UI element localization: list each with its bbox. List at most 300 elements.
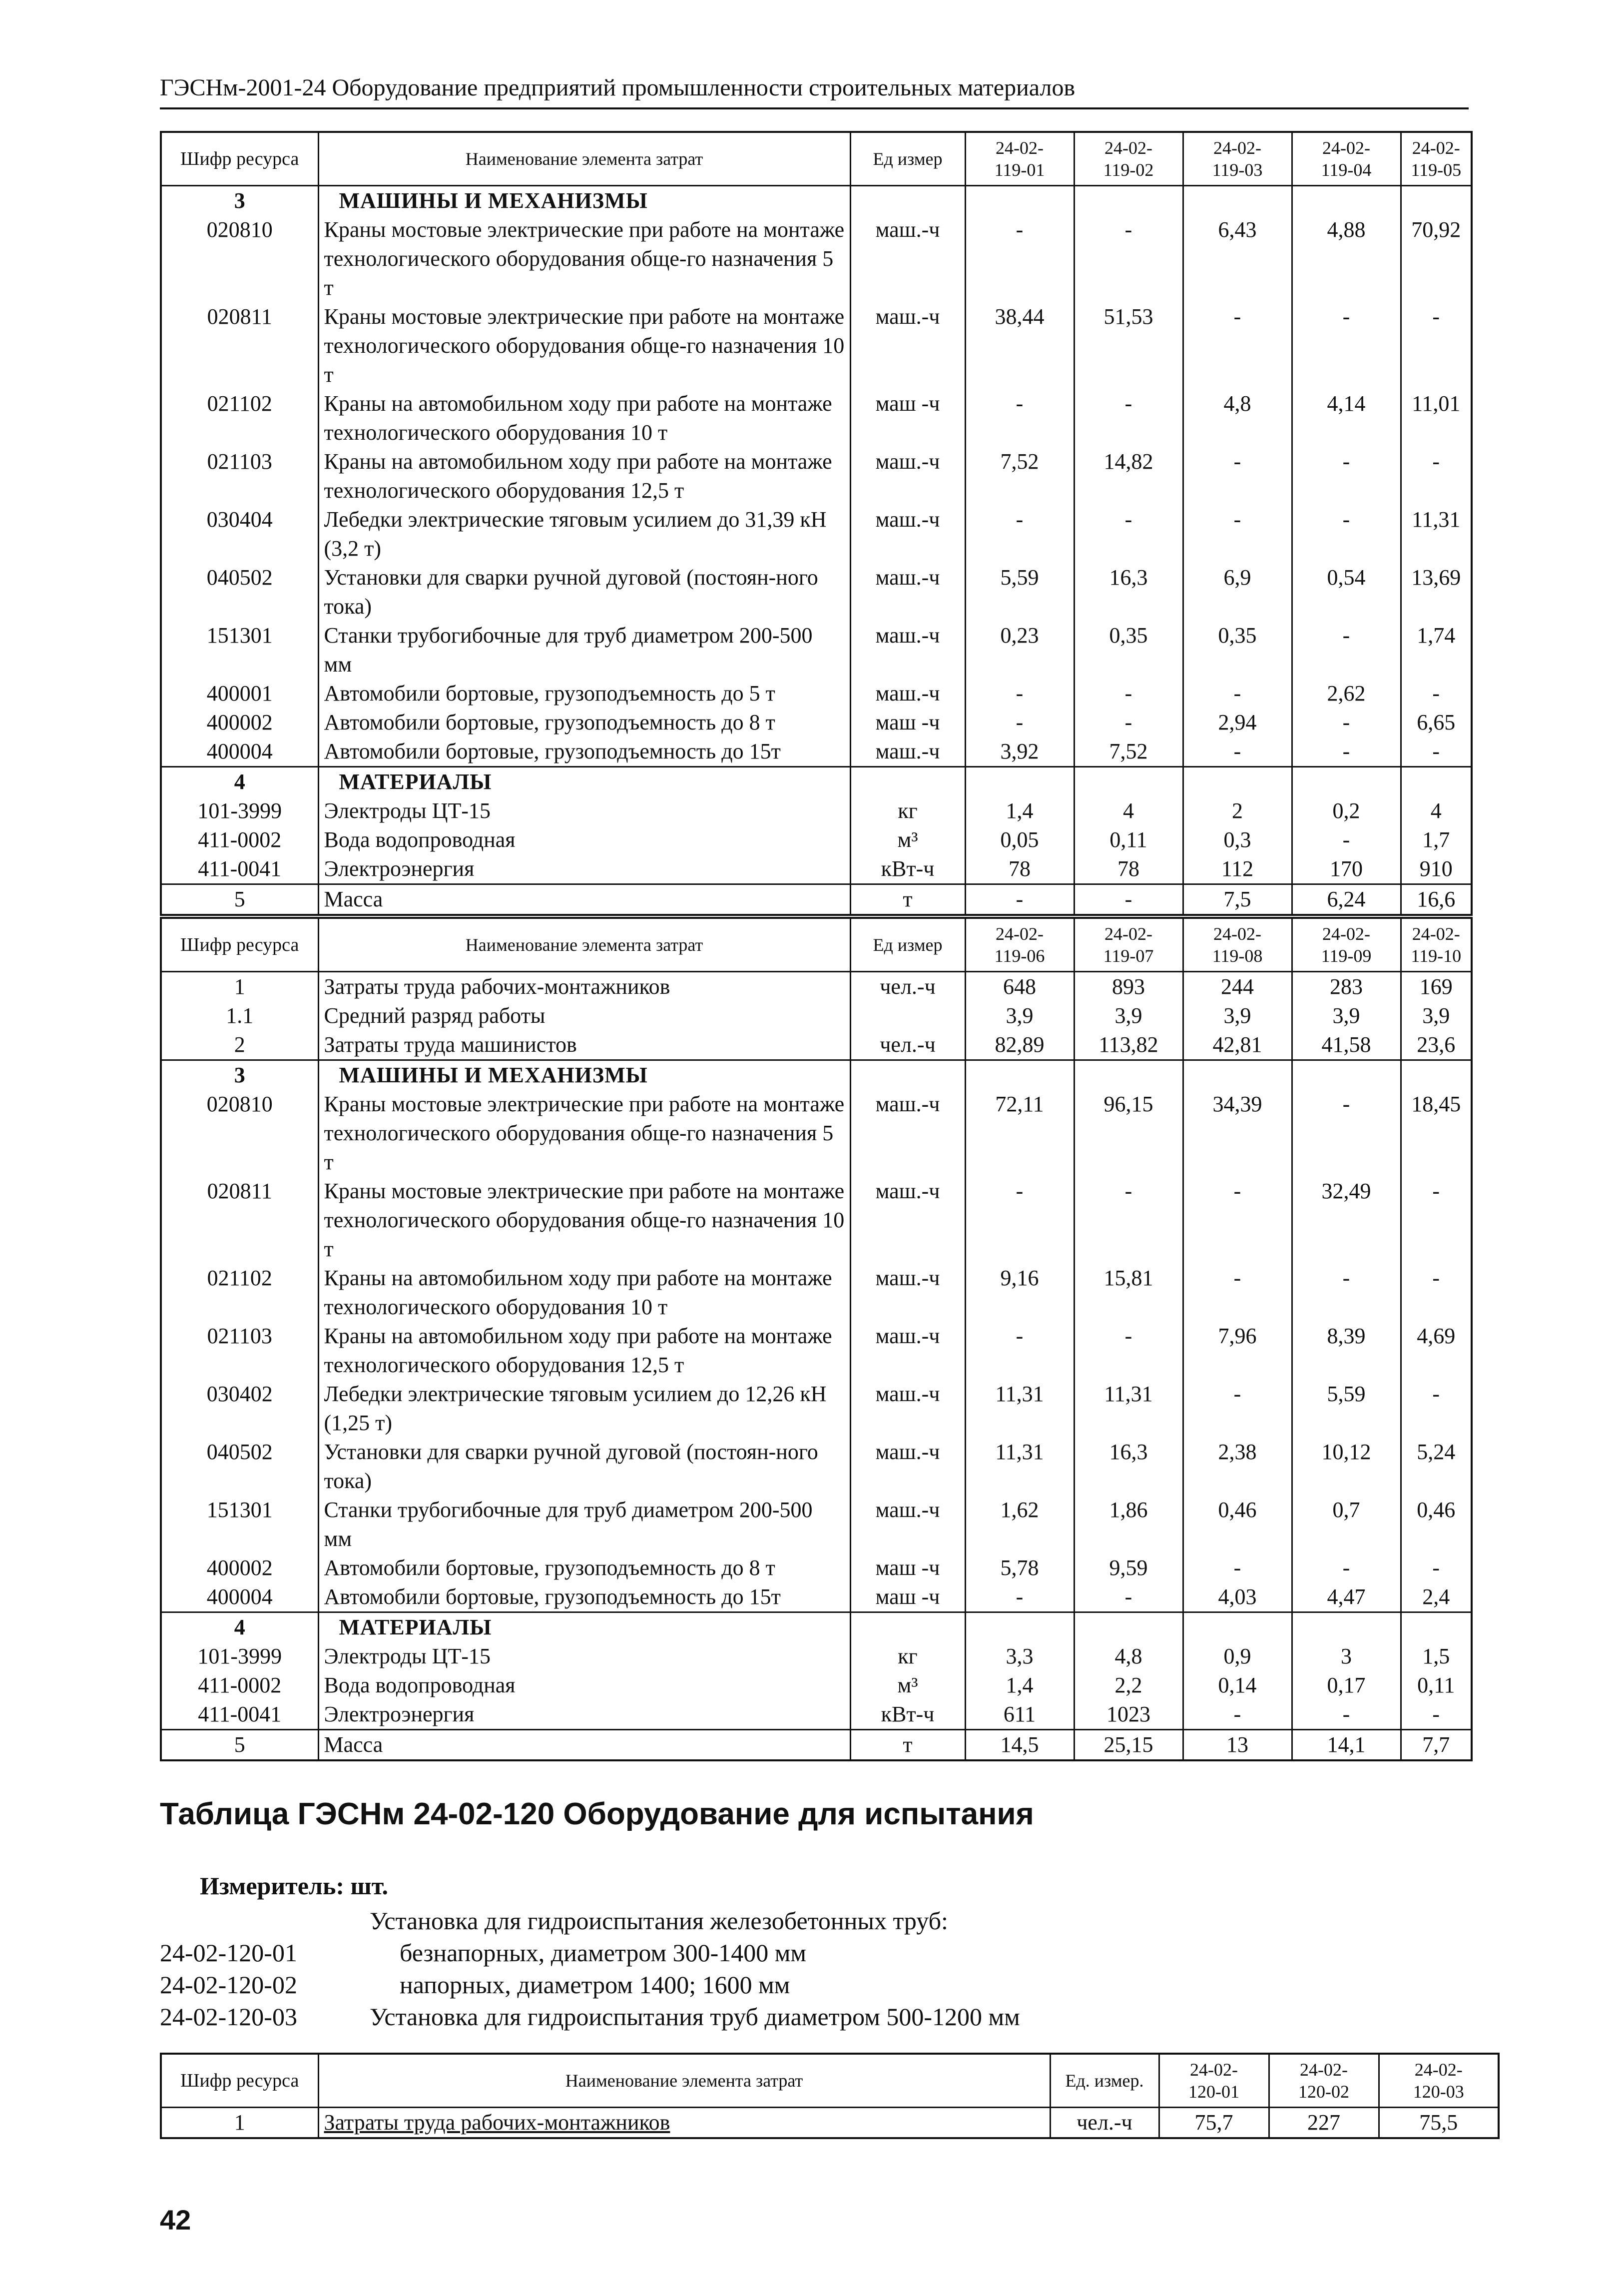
resource-value: 18,45 — [1401, 1090, 1472, 1177]
resource-value: - — [1401, 1380, 1472, 1438]
resource-unit: маш.-ч — [850, 215, 965, 302]
resource-value: 38,44 — [965, 302, 1074, 389]
resource-value: 0,23 — [965, 621, 1074, 679]
resource-code: 040502 — [161, 1438, 318, 1496]
page-number: 42 — [160, 2204, 191, 2236]
table-row — [161, 884, 1472, 915]
resource-value: 648 — [965, 972, 1074, 1002]
resource-value: - — [1183, 1177, 1292, 1264]
resource-value: 4,14 — [1292, 389, 1401, 447]
resource-value — [1074, 1612, 1183, 1642]
resource-code: 1 — [161, 972, 318, 1002]
resource-value: 244 — [1183, 972, 1292, 1002]
resource-code: 3 — [161, 1060, 318, 1090]
resource-value: 82,89 — [965, 1030, 1074, 1060]
resource-value: - — [1074, 679, 1183, 708]
header-unit: Ед. измер. — [1050, 2054, 1159, 2108]
resource-value: 1,86 — [1074, 1496, 1183, 1553]
resource-value — [1292, 186, 1401, 216]
resource-name: Вода водопроводная — [318, 825, 850, 854]
resource-value — [1074, 186, 1183, 216]
resource-value: 6,65 — [1401, 708, 1472, 737]
table-row — [161, 1642, 1472, 1671]
resource-value — [1401, 767, 1472, 797]
resource-value: 2,4 — [1401, 1582, 1472, 1612]
resource-value: 42,81 — [1183, 1030, 1292, 1060]
resource-name: Установки для сварки ручной дуговой (постоян-ного тока) — [318, 563, 850, 621]
resource-code: 411-0041 — [161, 1700, 318, 1730]
resource-name: Вода водопроводная — [318, 1671, 850, 1700]
resource-value: 0,54 — [1292, 563, 1401, 621]
resource-value: 14,5 — [965, 1730, 1074, 1761]
resource-value: - — [1074, 1582, 1183, 1612]
resource-code: 2 — [161, 1030, 318, 1060]
section-row — [161, 1612, 1472, 1642]
table-row — [161, 563, 1472, 621]
resource-value: 7,7 — [1401, 1730, 1472, 1761]
header-code: Шифр ресурса — [161, 132, 318, 186]
resource-name: Станки трубогибочные для труб диаметром 200-500 мм — [318, 621, 850, 679]
resource-unit: кг — [850, 796, 965, 825]
resource-code: 151301 — [161, 621, 318, 679]
resource-unit: маш.-ч — [850, 1380, 965, 1438]
header-col-4: 24-02- 119-04 — [1292, 132, 1401, 186]
resource-code: 400002 — [161, 708, 318, 737]
resource-value — [1183, 1060, 1292, 1090]
resource-value: 0,17 — [1292, 1671, 1401, 1700]
resource-value: - — [1183, 302, 1292, 389]
resource-value: - — [1292, 621, 1401, 679]
resource-name: Краны мостовые электрические при работе на монтаже технологического оборудования обще-го назначения 10 т — [318, 1177, 850, 1264]
resource-value: - — [1183, 1553, 1292, 1582]
header-col-1: 24-02- 120-01 — [1159, 2054, 1269, 2108]
resource-code: 1 — [161, 2108, 318, 2139]
resource-unit: маш.-ч — [850, 1438, 965, 1496]
resource-value: - — [1292, 302, 1401, 389]
resource-value: - — [1401, 679, 1472, 708]
resource-name: Краны на автомобильном ходу при работе на монтаже технологического оборудования 12,5 т — [318, 1322, 850, 1380]
resource-value: - — [965, 1177, 1074, 1264]
header-code: Шифр ресурса — [161, 2054, 318, 2108]
resource-value: 1,4 — [965, 796, 1074, 825]
resource-code: 411-0002 — [161, 1671, 318, 1700]
resource-value: 283 — [1292, 972, 1401, 1002]
resource-value: 16,6 — [1401, 884, 1472, 915]
table-row — [161, 1438, 1472, 1496]
resource-value: - — [1292, 737, 1401, 767]
header-col-3: 24-02- 119-03 — [1183, 132, 1292, 186]
resource-code: 400004 — [161, 1582, 318, 1612]
resource-name: Электроды ЦТ-15 — [318, 1642, 850, 1671]
resource-code: 151301 — [161, 1496, 318, 1553]
norm-code-text: Установка для гидроиспытания труб диаметром 500-1200 мм — [370, 2003, 1020, 2031]
resource-value: 9,16 — [965, 1264, 1074, 1322]
table-row — [161, 972, 1472, 1002]
table-row — [161, 1380, 1472, 1438]
table-row — [161, 796, 1472, 825]
resource-unit: маш.-ч — [850, 1177, 965, 1264]
resource-unit: маш -ч — [850, 708, 965, 737]
resource-unit: маш.-ч — [850, 621, 965, 679]
resource-value — [965, 1612, 1074, 1642]
resource-value: 5,59 — [965, 563, 1074, 621]
resource-value: 3,9 — [1183, 1001, 1292, 1030]
resource-value — [965, 1060, 1074, 1090]
resource-name: Автомобили бортовые, грузоподъемность до 8 т — [318, 708, 850, 737]
norm-code: 24-02-120-01 — [160, 1939, 297, 1967]
table-row — [161, 505, 1472, 563]
resource-value: 1,7 — [1401, 825, 1472, 854]
resource-value: 0,2 — [1292, 796, 1401, 825]
resource-value: - — [1401, 1553, 1472, 1582]
resource-value: 0,14 — [1183, 1671, 1292, 1700]
resource-value: 15,81 — [1074, 1264, 1183, 1322]
resource-code: 5 — [161, 884, 318, 915]
norm-codes-list — [160, 1905, 1020, 2033]
resource-value: 6,43 — [1183, 215, 1292, 302]
table-row — [161, 621, 1472, 679]
resource-value — [1183, 767, 1292, 797]
resource-value — [1292, 1612, 1401, 1642]
section-title: МАШИНЫ И МЕХАНИЗМЫ — [318, 186, 850, 216]
resource-value: 11,31 — [1074, 1380, 1183, 1438]
resource-unit: чел.-ч — [850, 1030, 965, 1060]
resource-value: 2,38 — [1183, 1438, 1292, 1496]
norm-code-row — [160, 1905, 1020, 1937]
resource-value: 3,9 — [1292, 1001, 1401, 1030]
resource-value: 0,11 — [1401, 1671, 1472, 1700]
resource-value: 3,3 — [965, 1642, 1074, 1671]
resource-value: 1023 — [1074, 1700, 1183, 1730]
table-row — [161, 447, 1472, 505]
resource-unit: маш -ч — [850, 389, 965, 447]
resource-table-119-06-10 — [160, 917, 1473, 1761]
resource-unit — [850, 1612, 965, 1642]
measurer-label: Измеритель: — [200, 1872, 345, 1900]
resource-value: - — [1292, 708, 1401, 737]
resource-unit: кг — [850, 1642, 965, 1671]
resource-value: - — [965, 215, 1074, 302]
resource-value: - — [1074, 884, 1183, 915]
resource-value: 6,24 — [1292, 884, 1401, 915]
resource-value: 4 — [1074, 796, 1183, 825]
header-code: Шифр ресурса — [161, 918, 318, 972]
resource-name: Затраты труда машинистов — [318, 1030, 850, 1060]
resource-value: 51,53 — [1074, 302, 1183, 389]
norm-code-text: безнапорных, диаметром 300-1400 мм — [400, 1939, 807, 1967]
resource-name: Краны мостовые электрические при работе на монтаже технологического оборудования обще-го назначения 5 т — [318, 215, 850, 302]
resource-value: 23,6 — [1401, 1030, 1472, 1060]
resource-unit: маш.-ч — [850, 505, 965, 563]
resource-value: - — [965, 1322, 1074, 1380]
table-row — [161, 1553, 1472, 1582]
header-col-4: 24-02- 119-09 — [1292, 918, 1401, 972]
resource-value: - — [1183, 505, 1292, 563]
measurer — [200, 1871, 388, 1900]
table-row — [161, 2108, 1499, 2139]
resource-value: 75,7 — [1159, 2108, 1269, 2139]
resource-code: 020811 — [161, 1177, 318, 1264]
resource-value: 75,5 — [1379, 2108, 1499, 2139]
resource-value: - — [1292, 1090, 1401, 1177]
resource-value: - — [1401, 737, 1472, 767]
resource-code: 030402 — [161, 1380, 318, 1438]
norm-code: 24-02-120-03 — [160, 2003, 297, 2031]
resource-value: - — [965, 505, 1074, 563]
resource-value — [1183, 1612, 1292, 1642]
resource-name: Краны на автомобильном ходу при работе на монтаже технологического оборудования 10 т — [318, 1264, 850, 1322]
resource-value: 169 — [1401, 972, 1472, 1002]
resource-value: 4,8 — [1074, 1642, 1183, 1671]
resource-value: 16,3 — [1074, 563, 1183, 621]
resource-value: 10,12 — [1292, 1438, 1401, 1496]
norm-code: 24-02-120-02 — [160, 1971, 297, 1999]
norm-code-text: Установка для гидроиспытания железобетонных труб: — [370, 1907, 948, 1935]
resource-unit: чел.-ч — [1050, 2108, 1159, 2139]
resource-value: 3,9 — [1074, 1001, 1183, 1030]
table-row — [161, 1322, 1472, 1380]
resource-value: 170 — [1292, 854, 1401, 884]
resource-value: - — [1074, 505, 1183, 563]
table-row — [161, 215, 1472, 302]
resource-value: 7,5 — [1183, 884, 1292, 915]
header-col-1: 24-02- 119-06 — [965, 918, 1074, 972]
resource-value: 4 — [1401, 796, 1472, 825]
resource-value: 0,7 — [1292, 1496, 1401, 1553]
resource-value: 2,94 — [1183, 708, 1292, 737]
resource-value: 227 — [1269, 2108, 1379, 2139]
resource-value: 0,46 — [1401, 1496, 1472, 1553]
resource-value: 8,39 — [1292, 1322, 1401, 1380]
resource-value: - — [1183, 679, 1292, 708]
resource-value: - — [1292, 825, 1401, 854]
resource-value: 1,74 — [1401, 621, 1472, 679]
resource-value: 4,47 — [1292, 1582, 1401, 1612]
resource-value: 2 — [1183, 796, 1292, 825]
resource-value: 0,05 — [965, 825, 1074, 854]
resource-value: - — [1183, 737, 1292, 767]
norm-code-text: напорных, диаметром 1400; 1600 мм — [400, 1971, 790, 1999]
header-col-3: 24-02- 120-03 — [1379, 2054, 1499, 2108]
resource-name: Затраты труда рабочих-монтажников — [318, 972, 850, 1002]
section-title: МАТЕРИАЛЫ — [318, 1612, 850, 1642]
resource-name: Краны на автомобильном ходу при работе на монтаже технологического оборудования 10 т — [318, 389, 850, 447]
resource-name: Лебедки электрические тяговым усилием до 31,39 кН (3,2 т) — [318, 505, 850, 563]
resource-code: 5 — [161, 1730, 318, 1761]
header-col-2: 24-02- 119-02 — [1074, 132, 1183, 186]
resource-name: Средний разряд работы — [318, 1001, 850, 1030]
measurer-value: шт. — [350, 1872, 389, 1900]
resource-unit: маш.-ч — [850, 1496, 965, 1553]
resource-value: - — [1401, 1264, 1472, 1322]
resource-value: - — [965, 679, 1074, 708]
resource-value: - — [1292, 1553, 1401, 1582]
table-row — [161, 1671, 1472, 1700]
resource-name: Автомобили бортовые, грузоподъемность до 5 т — [318, 679, 850, 708]
resource-value: - — [1292, 447, 1401, 505]
resource-unit: маш -ч — [850, 1582, 965, 1612]
table-row — [161, 1730, 1472, 1761]
resource-value: - — [1292, 1264, 1401, 1322]
resource-value — [1183, 186, 1292, 216]
resource-value: 611 — [965, 1700, 1074, 1730]
norm-code-row — [160, 1937, 1020, 1969]
resource-name: Краны мостовые электрические при работе на монтаже технологического оборудования обще-го назначения 5 т — [318, 1090, 850, 1177]
header-col-2: 24-02- 119-07 — [1074, 918, 1183, 972]
table-row — [161, 1177, 1472, 1264]
table-row — [161, 389, 1472, 447]
resource-code: 020811 — [161, 302, 318, 389]
resource-value: 4,88 — [1292, 215, 1401, 302]
resource-value: 893 — [1074, 972, 1183, 1002]
resource-value: - — [1183, 1264, 1292, 1322]
resource-value: 78 — [965, 854, 1074, 884]
table-row — [161, 1700, 1472, 1730]
resource-name: Масса — [318, 884, 850, 915]
resource-code: 020810 — [161, 1090, 318, 1177]
resource-value: 113,82 — [1074, 1030, 1183, 1060]
norm-code-row — [160, 2001, 1020, 2033]
resource-value: 0,35 — [1183, 621, 1292, 679]
table-row — [161, 1264, 1472, 1322]
norm-code-row — [160, 1969, 1020, 2001]
resource-table-119-01-05 — [160, 131, 1473, 916]
resource-code: 4 — [161, 767, 318, 797]
resource-unit: маш.-ч — [850, 1264, 965, 1322]
resource-value: 41,58 — [1292, 1030, 1401, 1060]
resource-code: 411-0002 — [161, 825, 318, 854]
resource-name: Масса — [318, 1730, 850, 1761]
resource-value: - — [1401, 1700, 1472, 1730]
resource-value: 9,59 — [1074, 1553, 1183, 1582]
resource-value: 4,69 — [1401, 1322, 1472, 1380]
resource-unit: кВт-ч — [850, 1700, 965, 1730]
table-row — [161, 737, 1472, 767]
resource-value: 3,92 — [965, 737, 1074, 767]
resource-value: 2,2 — [1074, 1671, 1183, 1700]
resource-value: - — [1074, 1177, 1183, 1264]
resource-unit: маш.-ч — [850, 1322, 965, 1380]
resource-value: - — [965, 389, 1074, 447]
header-name: Наименование элемента затрат — [318, 132, 850, 186]
resource-value: 3,9 — [1401, 1001, 1472, 1030]
header-col-5: 24-02- 119-05 — [1401, 132, 1472, 186]
header-col-5: 24-02- 119-10 — [1401, 918, 1472, 972]
resource-code: 040502 — [161, 563, 318, 621]
resource-value: - — [1401, 447, 1472, 505]
header-col-1: 24-02- 119-01 — [965, 132, 1074, 186]
header-name: Наименование элемента затрат — [318, 918, 850, 972]
resource-code: 400002 — [161, 1553, 318, 1582]
resource-code: 4 — [161, 1612, 318, 1642]
resource-value: - — [1074, 215, 1183, 302]
resource-value — [1292, 1060, 1401, 1090]
resource-value: - — [1183, 447, 1292, 505]
resource-code: 021102 — [161, 1264, 318, 1322]
resource-value — [965, 767, 1074, 797]
resource-value: 7,52 — [965, 447, 1074, 505]
resource-value: - — [1183, 1380, 1292, 1438]
section-title: МАШИНЫ И МЕХАНИЗМЫ — [318, 1060, 850, 1090]
resource-code: 400004 — [161, 737, 318, 767]
resource-name: Автомобили бортовые, грузоподъемность до 15т — [318, 1582, 850, 1612]
resource-value: 5,24 — [1401, 1438, 1472, 1496]
resource-code: 400001 — [161, 679, 318, 708]
resource-name: Лебедки электрические тяговым усилием до 12,26 кН (1,25 т) — [318, 1380, 850, 1438]
table-row — [161, 1001, 1472, 1030]
header-col-2: 24-02- 120-02 — [1269, 2054, 1379, 2108]
resource-name: Затраты труда рабочих-монтажников — [318, 2108, 1050, 2139]
resource-value: 7,52 — [1074, 737, 1183, 767]
resource-unit: т — [850, 884, 965, 915]
resource-value: 11,01 — [1401, 389, 1472, 447]
resource-code: 411-0041 — [161, 854, 318, 884]
resource-value: - — [1074, 389, 1183, 447]
resource-code: 020810 — [161, 215, 318, 302]
resource-value — [965, 186, 1074, 216]
table-row — [161, 302, 1472, 389]
resource-unit: м³ — [850, 1671, 965, 1700]
resource-name: Электроды ЦТ-15 — [318, 796, 850, 825]
resource-value: - — [1074, 1322, 1183, 1380]
resource-value: 0,35 — [1074, 621, 1183, 679]
resource-value: - — [965, 884, 1074, 915]
resource-name: Краны мостовые электрические при работе на монтаже технологического оборудования обще-го назначения 10 т — [318, 302, 850, 389]
resource-unit: кВт-ч — [850, 854, 965, 884]
resource-code: 021102 — [161, 389, 318, 447]
resource-unit — [850, 1060, 965, 1090]
resource-value: 34,39 — [1183, 1090, 1292, 1177]
resource-value: - — [965, 708, 1074, 737]
resource-table-120 — [160, 2053, 1500, 2139]
resource-name: Электроэнергия — [318, 1700, 850, 1730]
resource-value: 1,5 — [1401, 1642, 1472, 1671]
resource-unit: т — [850, 1730, 965, 1761]
section-row — [161, 1060, 1472, 1090]
resource-value — [1292, 767, 1401, 797]
table-row — [161, 679, 1472, 708]
resource-value: 910 — [1401, 854, 1472, 884]
resource-value: 32,49 — [1292, 1177, 1401, 1264]
resource-value — [1401, 1060, 1472, 1090]
resource-code: 030404 — [161, 505, 318, 563]
resource-value: 11,31 — [965, 1380, 1074, 1438]
resource-unit: маш.-ч — [850, 1090, 965, 1177]
resource-value: - — [1401, 1177, 1472, 1264]
resource-value: 3,9 — [965, 1001, 1074, 1030]
resource-value: 25,15 — [1074, 1730, 1183, 1761]
running-head: ГЭСНм-2001-24 Оборудование предприятий промышленности строительных материалов — [160, 74, 1469, 109]
resource-name: Краны на автомобильном ходу при работе на монтаже технологического оборудования 12,5 т — [318, 447, 850, 505]
resource-name: Автомобили бортовые, грузоподъемность до 15т — [318, 737, 850, 767]
header-col-3: 24-02- 119-08 — [1183, 918, 1292, 972]
table-row — [161, 1030, 1472, 1060]
resource-name: Станки трубогибочные для труб диаметром 200-500 мм — [318, 1496, 850, 1553]
resource-value: 72,11 — [965, 1090, 1074, 1177]
resource-code: 1.1 — [161, 1001, 318, 1030]
table-row — [161, 1496, 1472, 1553]
resource-value: 14,82 — [1074, 447, 1183, 505]
resource-value: 0,3 — [1183, 825, 1292, 854]
resource-value: 2,62 — [1292, 679, 1401, 708]
resource-value — [1074, 1060, 1183, 1090]
section-row — [161, 186, 1472, 216]
resource-value: 0,9 — [1183, 1642, 1292, 1671]
resource-value — [1401, 1612, 1472, 1642]
section-row — [161, 767, 1472, 797]
resource-name: Автомобили бортовые, грузоподъемность до 8 т — [318, 1553, 850, 1582]
resource-value: 4,03 — [1183, 1582, 1292, 1612]
